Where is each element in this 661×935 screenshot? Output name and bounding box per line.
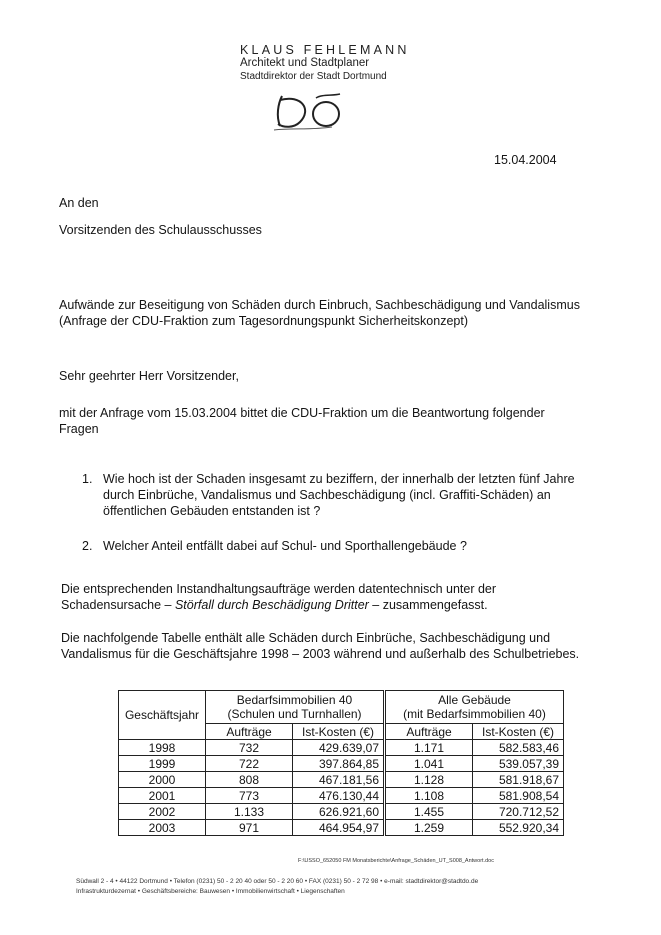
cell-costs-all: 539.057,39: [473, 756, 564, 772]
question-1-line-2: durch Einbrüche, Vandalismus und Sachbeschädigung (incl. Graffiti-Schäden) an: [103, 488, 551, 502]
cell-costs-all: 552.920,34: [473, 820, 564, 836]
dortmund-logo-icon: [272, 92, 352, 134]
cell-year: 2002: [119, 804, 206, 820]
cell-orders-all: 1.455: [385, 804, 473, 820]
group-header-all-line-1: Alle Gebäude: [438, 693, 511, 707]
cell-orders-b40: 971: [206, 820, 293, 836]
col-header-orders: Aufträge: [385, 724, 473, 740]
paragraph-1-line-1: Die entsprechenden Instandhaltungsaufträge werden datentechnisch unter der: [61, 582, 497, 596]
paragraph-1-text: – zusammengefasst.: [368, 598, 488, 612]
cell-orders-b40: 722: [206, 756, 293, 772]
group-header-b40: [206, 691, 385, 724]
paragraph-2-line-2: Vandalismus für die Geschäftsjahre 1998 – 2003 während und außerhalb des Schulbetriebes.: [61, 647, 580, 661]
col-header-year: Geschäftsjahr: [119, 691, 206, 740]
group-header-all-line-2: (mit Bedarfsimmobilien 40): [403, 707, 546, 721]
letter-date: 15.04.2004: [494, 153, 557, 167]
cell-costs-b40: 464.954,97: [293, 820, 385, 836]
group-header-b40-line-2: (Schulen und Turnhallen): [227, 707, 362, 721]
footer-address-line-2: Infrastrukturdezernat • Geschäftsbereiche: Bauwesen • Immobilienwirtschaft • Liegenschaften: [76, 888, 345, 895]
cell-orders-all: 1.041: [385, 756, 473, 772]
cell-orders-b40: 808: [206, 772, 293, 788]
recipient-line-1: An den: [59, 196, 99, 210]
cell-costs-all: 720.712,52: [473, 804, 564, 820]
cell-year: 1999: [119, 756, 206, 772]
paragraph-1-line-2: [61, 597, 496, 613]
table-row: [119, 756, 564, 772]
table-row: [119, 788, 564, 804]
cell-year: 2000: [119, 772, 206, 788]
question-2-line-1: Welcher Anteil entfällt dabei auf Schul- und Sporthallengebäude ?: [103, 539, 467, 553]
cell-orders-all: 1.128: [385, 772, 473, 788]
paragraph-1-italic: Störfall durch Beschädigung Dritter: [174, 598, 369, 612]
salutation: Sehr geehrter Herr Vorsitzender,: [59, 369, 239, 383]
cell-costs-all: 581.918,67: [473, 772, 564, 788]
cell-costs-all: 582.583,46: [473, 740, 564, 756]
col-header-costs: Ist-Kosten (€): [293, 724, 385, 740]
intro-line-2: Fragen: [59, 422, 99, 436]
paragraph-2: [61, 630, 579, 662]
cell-orders-all: 1.171: [385, 740, 473, 756]
cell-orders-all: 1.259: [385, 820, 473, 836]
cell-costs-b40: 626.921,60: [293, 804, 385, 820]
cell-costs-b40: 476.130,44: [293, 788, 385, 804]
col-header-costs: Ist-Kosten (€): [473, 724, 564, 740]
recipient-line-2: Vorsitzenden des Schulausschusses: [59, 223, 262, 237]
group-header-all: [385, 691, 564, 724]
letterhead-name: KLAUS FEHLEMANN: [240, 43, 410, 57]
table-row: [119, 740, 564, 756]
subject-line-2: (Anfrage der CDU-Fraktion zum Tagesordnungspunkt Sicherheitskonzept): [59, 314, 468, 328]
cell-costs-all: 581.908,54: [473, 788, 564, 804]
col-header-orders: Aufträge: [206, 724, 293, 740]
footer-address: [76, 877, 478, 897]
cell-orders-b40: 732: [206, 740, 293, 756]
cell-costs-b40: 397.864,85: [293, 756, 385, 772]
cell-year: 2001: [119, 788, 206, 804]
cell-costs-b40: 429.639,07: [293, 740, 385, 756]
intro-line-1: mit der Anfrage vom 15.03.2004 bittet die CDU-Fraktion um die Beantwortung folgender: [59, 406, 545, 420]
question-1-line-3: öffentlichen Gebäuden entstanden ist ?: [103, 504, 321, 518]
table-row: [119, 772, 564, 788]
letterhead-subtitle: Stadtdirektor der Stadt Dortmund: [240, 71, 387, 82]
intro-paragraph: [59, 405, 545, 437]
cell-year: 1998: [119, 740, 206, 756]
letterhead-title: Architekt und Stadtplaner: [240, 57, 370, 69]
subject-line-1: Aufwände zur Beseitigung von Schäden durch Einbruch, Sachbeschädigung und Vandalismus: [59, 298, 580, 312]
question-1-line-1: Wie hoch ist der Schaden insgesamt zu beziffern, der innerhalb der letzten fünf Jahre: [103, 472, 575, 486]
cell-year: 2003: [119, 820, 206, 836]
paragraph-1: [61, 581, 496, 613]
table-row: [119, 804, 564, 820]
cell-orders-b40: 1.133: [206, 804, 293, 820]
paragraph-1-text: Schadensursache –: [61, 598, 175, 612]
subject: [59, 297, 580, 329]
paragraph-2-line-1: Die nachfolgende Tabelle enthält alle Schäden durch Einbrüche, Sachbeschädigung und: [61, 631, 551, 645]
question-number: 1.: [82, 472, 93, 486]
cell-costs-b40: 467.181,56: [293, 772, 385, 788]
question-number: 2.: [82, 539, 93, 553]
group-header-b40-line-1: Bedarfsimmobilien 40: [236, 693, 353, 707]
footer-address-line-1: Südwall 2 - 4 • 44122 Dortmund • Telefon (0231) 50 - 2 20 40 oder 50 - 2 20 60 • FAX (0231) 50 - 2 72 98 • e-mail: stadtdirektor@stadtdo.de: [76, 878, 479, 885]
damage-costs-table: [118, 690, 564, 836]
table-row: [119, 820, 564, 836]
cell-orders-all: 1.108: [385, 788, 473, 804]
cell-orders-b40: 773: [206, 788, 293, 804]
letterhead: [240, 44, 410, 83]
file-path: F:\USSO_652050 FM Monatsberichte\Anfrage_Schäden_UT_S008_Antwort.doc: [298, 858, 494, 864]
